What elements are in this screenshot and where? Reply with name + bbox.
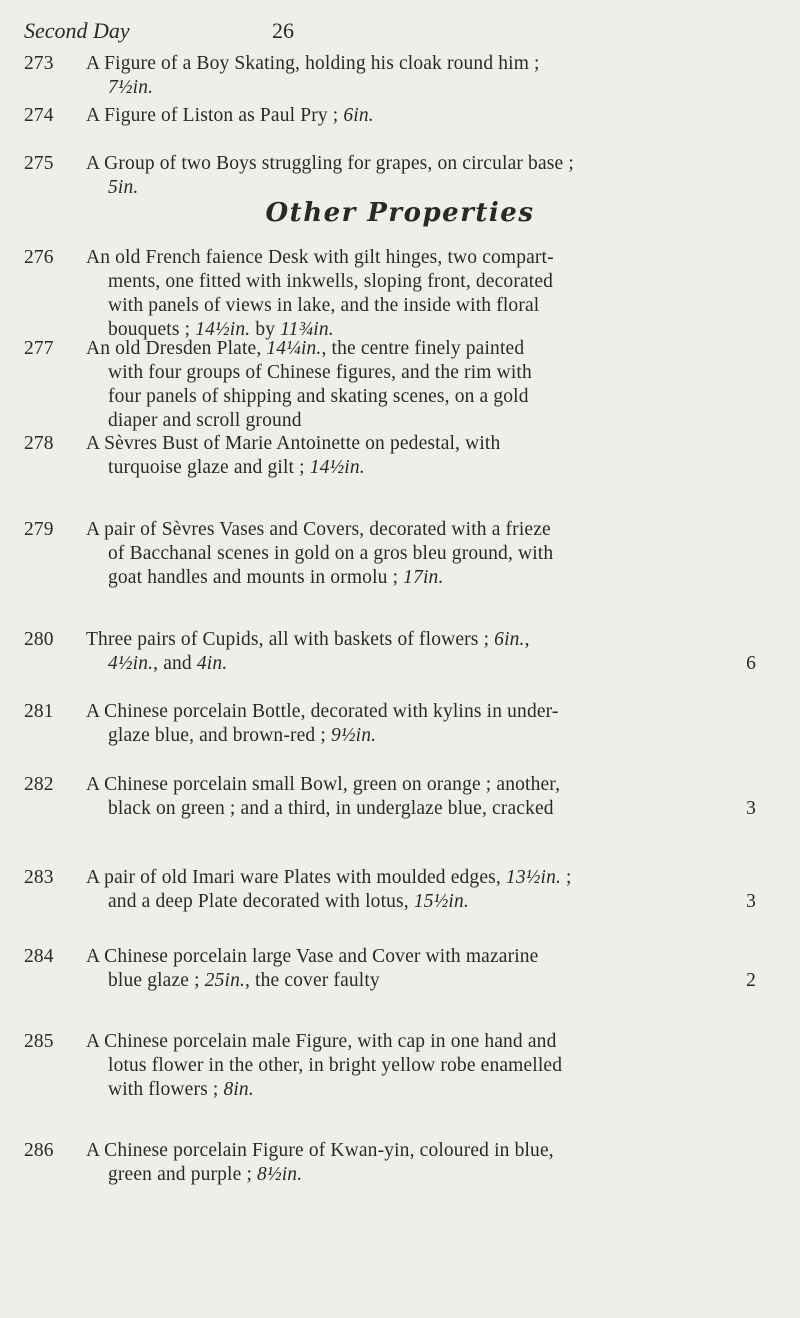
- lot-entry: [24, 628, 784, 676]
- section-heading: Other Properties: [265, 198, 535, 228]
- lot-quantity: 6: [746, 653, 756, 674]
- lot-number: 281: [24, 701, 54, 722]
- lot-number: 275: [24, 153, 54, 174]
- lot-quantity: 3: [746, 891, 756, 912]
- description-line: A Chinese porcelain small Bowl, green on orange ; another,: [86, 774, 561, 795]
- lot-entry: [24, 1030, 784, 1102]
- description-line: diaper and scroll ground: [108, 410, 302, 431]
- lot-entry: [24, 773, 784, 821]
- description-line: ments, one fitted with inkwells, sloping front, decorated: [108, 271, 554, 292]
- lot-description: [86, 773, 784, 821]
- lot-entry: [24, 1139, 784, 1187]
- lot-description: [86, 337, 784, 433]
- lot-description: [86, 1030, 784, 1102]
- description-line: A Chinese porcelain large Vase and Cover with mazarine: [86, 946, 539, 967]
- lot-number: 279: [24, 519, 54, 540]
- lot-entry: [24, 432, 784, 480]
- description-line: A Chinese porcelain Bottle, decorated with kylins in under-: [86, 701, 559, 722]
- description-line: A Group of two Boys struggling for grapes, on circular base ;: [86, 153, 574, 174]
- description-line: A pair of old Imari ware Plates with moulded edges, 13½in. ;: [86, 867, 572, 888]
- lot-description: [86, 628, 784, 676]
- lot-description: [86, 52, 784, 100]
- description-line: goat handles and mounts in ormolu ; 17in.: [108, 567, 444, 588]
- lot-entry: [24, 945, 784, 993]
- description-line: 4½in., and 4in.: [108, 653, 228, 674]
- description-line: four panels of shipping and skating scenes, on a gold: [108, 386, 529, 407]
- lot-number: 278: [24, 433, 54, 454]
- lot-number: 283: [24, 867, 54, 888]
- lot-quantity: 3: [746, 798, 756, 819]
- description-line: A Chinese porcelain Figure of Kwan-yin, coloured in blue,: [86, 1140, 554, 1161]
- lot-number: 285: [24, 1031, 54, 1052]
- lot-description: [86, 945, 784, 993]
- description-line: Three pairs of Cupids, all with baskets of flowers ; 6in.,: [86, 629, 530, 650]
- lot-entry: [24, 700, 784, 748]
- description-line: A Figure of Liston as Paul Pry ; 6in.: [86, 105, 374, 126]
- description-line: A Figure of a Boy Skating, holding his cloak round him ;: [86, 53, 540, 74]
- lot-number: 273: [24, 53, 54, 74]
- lot-number: 277: [24, 338, 54, 359]
- lot-entry: [24, 866, 784, 914]
- lot-number: 284: [24, 946, 54, 967]
- description-line: blue glaze ; 25in., the cover faulty: [108, 970, 380, 991]
- lot-description: [86, 104, 784, 128]
- day-title: Second Day: [24, 18, 130, 43]
- description-line: glaze blue, and brown-red ; 9½in.: [108, 725, 377, 746]
- lot-entry: [24, 246, 784, 342]
- lot-entry: [24, 518, 784, 590]
- description-line: A Sèvres Bust of Marie Antoinette on pedestal, with: [86, 433, 501, 454]
- lot-number: 274: [24, 105, 54, 126]
- description-line: and a deep Plate decorated with lotus, 15½in.: [108, 891, 469, 912]
- description-line: green and purple ; 8½in.: [108, 1164, 303, 1185]
- description-line: with flowers ; 8in.: [108, 1079, 254, 1100]
- description-line: bouquets ; 14½in. by 11¾in.: [108, 319, 334, 340]
- lot-entry: [24, 337, 784, 433]
- page-number: 26: [272, 18, 294, 43]
- description-line: A Chinese porcelain male Figure, with cap in one hand and: [86, 1031, 557, 1052]
- description-line: of Bacchanal scenes in gold on a gros bleu ground, with: [108, 543, 554, 564]
- lot-number: 286: [24, 1140, 54, 1161]
- lot-description: [86, 152, 784, 200]
- lot-description: [86, 866, 784, 914]
- lot-entry: [24, 152, 784, 200]
- lot-description: [86, 246, 784, 342]
- lot-entry: [24, 104, 784, 128]
- description-line: 7½in.: [108, 77, 154, 98]
- lot-description: [86, 432, 784, 480]
- description-line: A pair of Sèvres Vases and Covers, decorated with a frieze: [86, 519, 551, 540]
- description-line: An old French faience Desk with gilt hinges, two compart-: [86, 247, 554, 268]
- description-line: lotus flower in the other, in bright yellow robe enamelled: [108, 1055, 563, 1076]
- description-line: with panels of views in lake, and the inside with floral: [108, 295, 540, 316]
- lot-description: [86, 518, 784, 590]
- description-line: with four groups of Chinese figures, and the rim with: [108, 362, 532, 383]
- description-line: 5in.: [108, 177, 139, 198]
- lot-description: [86, 1139, 784, 1187]
- description-line: black on green ; and a third, in underglaze blue, cracked: [108, 798, 554, 819]
- page-header: [24, 18, 776, 50]
- lot-description: [86, 700, 784, 748]
- lot-entry: [24, 52, 784, 100]
- lot-quantity: 2: [746, 970, 756, 991]
- description-line: An old Dresden Plate, 14¼in., the centre finely painted: [86, 338, 525, 359]
- description-line: turquoise glaze and gilt ; 14½in.: [108, 457, 365, 478]
- lot-number: 280: [24, 629, 54, 650]
- lot-number: 276: [24, 247, 54, 268]
- lot-number: 282: [24, 774, 54, 795]
